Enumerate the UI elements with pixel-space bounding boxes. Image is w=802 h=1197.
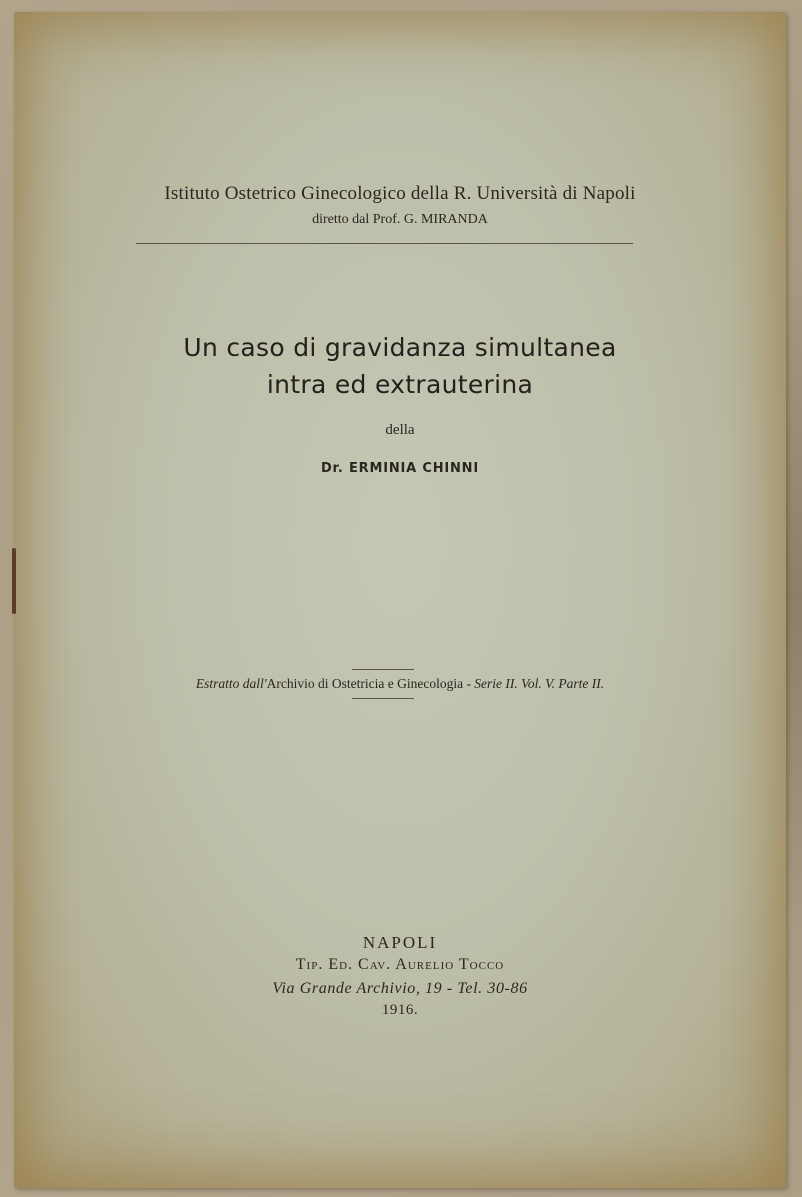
institute-name: Istituto Ostetrico Ginecologico della R. Università di Napoli	[164, 183, 636, 204]
extract-prefix: Estratto dall'	[195, 676, 267, 691]
imprint-printer: Tip. Ed. Cav. Aurelio Tocco	[295, 956, 505, 973]
author-name: Dr. ERMINIA CHINNI	[320, 461, 480, 476]
journal-name: Archivio di Ostetricia e Ginecologia	[266, 676, 464, 691]
series-info: - Serie II. Vol. V. Parte II.	[463, 676, 605, 691]
extract-rule-top	[352, 669, 414, 670]
extract-rule-bottom	[352, 698, 414, 699]
title-line-2: intra ed extrauterina	[266, 370, 534, 399]
director-line: diretto dal Prof. G. MIRANDA	[312, 212, 488, 227]
imprint-address: Via Grande Archivio, 19 - Tel. 30-86	[272, 980, 528, 997]
extract-note	[14, 676, 786, 692]
della-label: della	[385, 422, 415, 438]
title-line-1: Un caso di gravidanza simultanea	[183, 333, 617, 362]
imprint-year: 1916.	[381, 1002, 419, 1018]
binding-staple	[12, 548, 16, 614]
header-rule	[136, 243, 633, 244]
imprint-city: NAPOLI	[362, 933, 438, 952]
